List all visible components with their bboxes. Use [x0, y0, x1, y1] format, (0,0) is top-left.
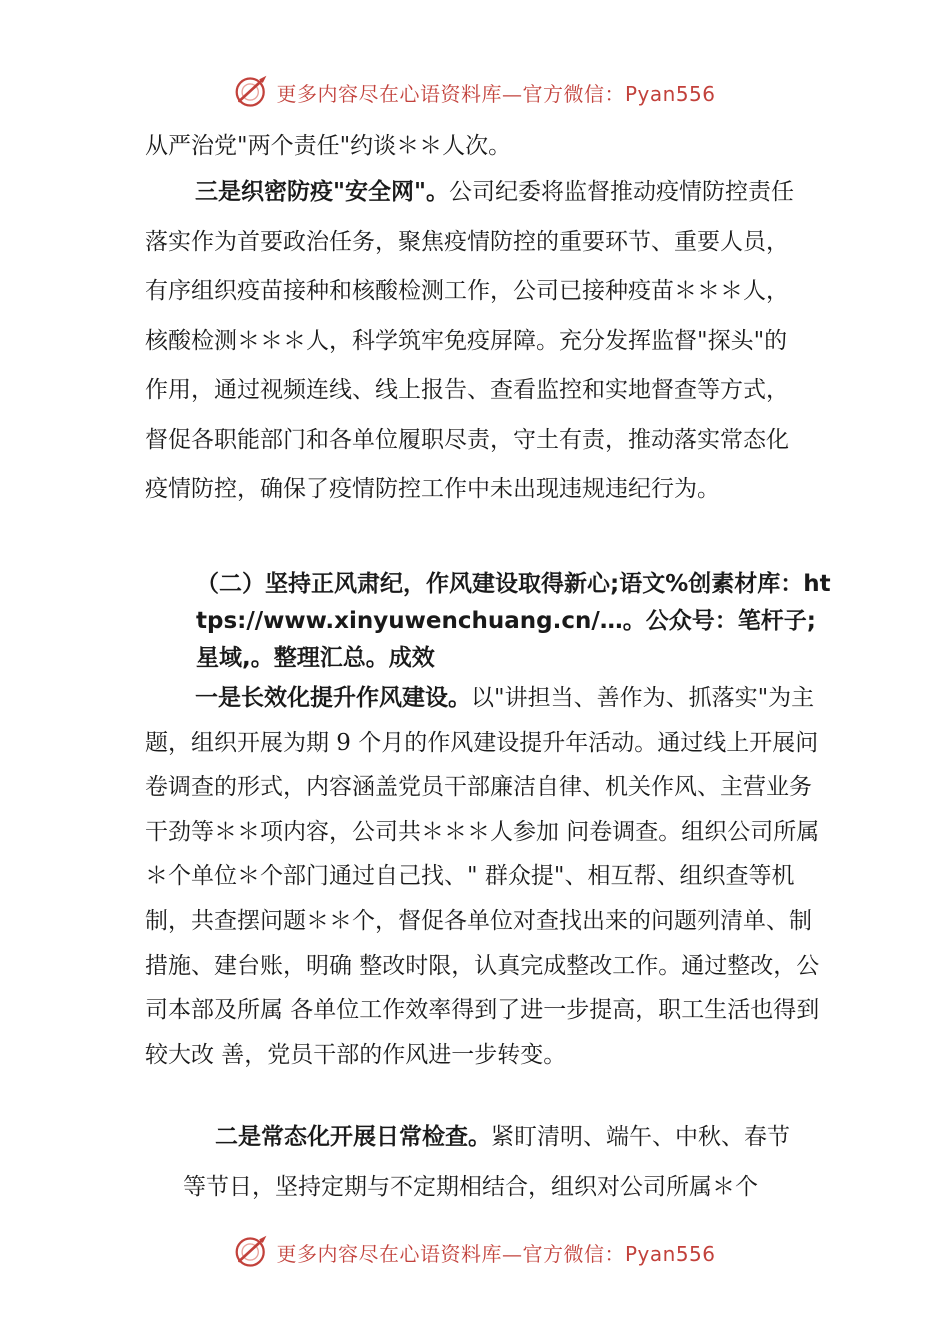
paragraph-work-style: 一是长效化提升作风建设。以"讲担当、善作为、抓落实"为主题，组织开展为期 9 个月的作风建设提升年活动。通过线上开展问卷调查的形式，内容涵盖党员干部廉洁自律、机关作风、主营业务干劲等＊＊项内容，公司共＊＊＊人参加 问卷调查。组织公司所属＊个单位＊个部门通过自己找、" 群众提"、相互帮、组织查等机制，共查摆问题＊＊个，督促各单位对查找出来的问题列清单、制措施、建台账，明确 整改时限，认真完成整改工作。通过整改，公司本部及所属 各单位工作效率得到了进一步提高，职工生活也得到较大改 善，党员干部的作风进一步转变。 — [145, 685, 820, 1068]
wechat-id: Pyan556 — [624, 81, 716, 106]
logo-icon — [234, 74, 270, 110]
banner-text: 更多内容尽在心语资料库—官方微信： — [276, 1241, 625, 1266]
wechat-id: Pyan556 — [624, 1241, 716, 1266]
banner-text: 更多内容尽在心语资料库—官方微信： — [276, 81, 625, 106]
paragraph-daily-inspection: 二是常态化开展日常检查。紧盯清明、端午、中秋、春节等节日，坚持定期与不定期相结合，组织对公司所属＊个 — [183, 1124, 790, 1200]
paragraph-lead: 一是长效化提升作风建设。 — [195, 685, 471, 711]
paragraph-lead: 三是织密防疫"安全网"。 — [195, 179, 449, 205]
paragraph-continuation: 从严治党"两个责任"约谈＊＊人次。 — [145, 133, 512, 159]
footer-banner — [0, 1232, 950, 1272]
header-banner — [0, 72, 950, 112]
logo-icon — [234, 1234, 270, 1270]
section-heading: （二）坚持正风肃纪，作风建设取得新心;语文%创素材库：https://www.xinyuwenchuang.cn/…。公众号：笔杆子;星域,。整理汇总。成效 — [196, 571, 831, 671]
paragraph-epidemic-prevention: 三是织密防疫"安全网"。公司纪委将监督推动疫情防控责任落实作为首要政治任务，聚焦疫情防控的重要环节、重要人员，有序组织疫苗接种和核酸检测工作，公司已接种疫苗＊＊＊人，核酸检测＊＊＊人，科学筑牢免疫屏障。充分发挥监督"探头"的作用，通过视频连线、线上报告、查看监控和实地督查等方式，督促各职能部门和各单位履职尽责，守土有责，推动落实常态化疫情防控，确保了疫情防控工作中未出现违规违纪行为。 — [145, 179, 794, 502]
paragraph-lead: 二是常态化开展日常检查。 — [215, 1124, 491, 1150]
